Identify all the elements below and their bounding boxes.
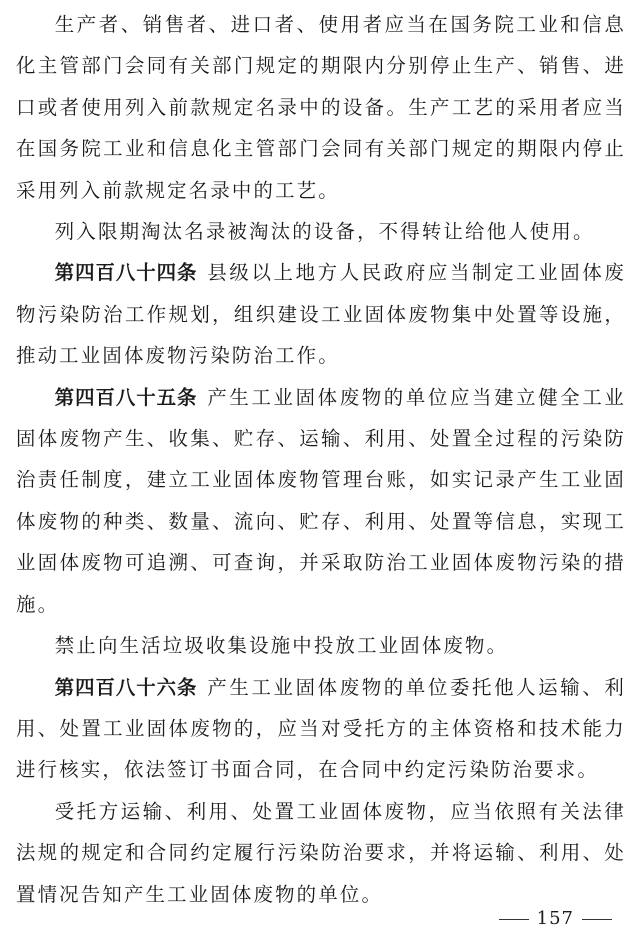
paragraph-5 <box>16 625 626 666</box>
paragraph-5-text: 禁止向生活垃圾收集设施中投放工业固体废物。 <box>54 634 509 658</box>
article-484-text: 县级以上地方人民政府应当制定工业固体废物污染防治工作规划，组织建设工业固体废物集中处置等设施，推动工业固体废物污染防治工作。 <box>16 261 626 368</box>
article-486-text: 产生工业固体废物的单位委托他人运输、利用、处置工业固体废物的，应当对受托方的主体资格和技术能力进行核实，依法签订书面合同，在合同中约定污染防治要求。 <box>16 675 626 782</box>
article-486-number: 第四百八十六条 <box>54 675 198 699</box>
article-485-text: 产生工业固体废物的单位应当建立健全工业固体废物产生、收集、贮存、运输、利用、处置全过程的污染防治责任制度，建立工业固体废物管理台账，如实记录产生工业固体废物的种类、数量、流向、贮存、利用、处置等信息，实现工业固体废物可追溯、可查询，并采取防治工业固体废物污染的措施。 <box>16 385 626 616</box>
page-number: 157 <box>536 908 574 929</box>
paragraph-1 <box>16 4 626 211</box>
article-484 <box>16 252 626 376</box>
paragraph-2-text: 列入限期淘汰名录被淘汰的设备，不得转让给他人使用。 <box>54 220 595 244</box>
document-body <box>16 4 626 915</box>
footer-dash-right <box>582 919 612 920</box>
paragraph-7 <box>16 791 626 915</box>
article-484-number: 第四百八十四条 <box>54 261 198 285</box>
paragraph-2 <box>16 211 626 252</box>
paragraph-1-text: 生产者、销售者、进口者、使用者应当在国务院工业和信息化主管部门会同有关部门规定的期限内分别停止生产、销售、进口或者使用列入前款规定名录中的设备。生产工艺的采用者应当在国务院工业和信息化主管部门会同有关部门规定的期限内停止采用列入前款规定名录中的工艺。 <box>16 13 626 202</box>
article-486 <box>16 667 626 791</box>
article-485-number: 第四百八十五条 <box>54 385 198 409</box>
footer-dash-left <box>499 919 529 920</box>
article-485 <box>16 377 626 625</box>
page-footer <box>491 908 620 929</box>
paragraph-7-text: 受托方运输、利用、处置工业固体废物，应当依照有关法律法规的规定和合同约定履行污染防治要求，并将运输、利用、处置情况告知产生工业固体废物的单位。 <box>16 799 626 906</box>
